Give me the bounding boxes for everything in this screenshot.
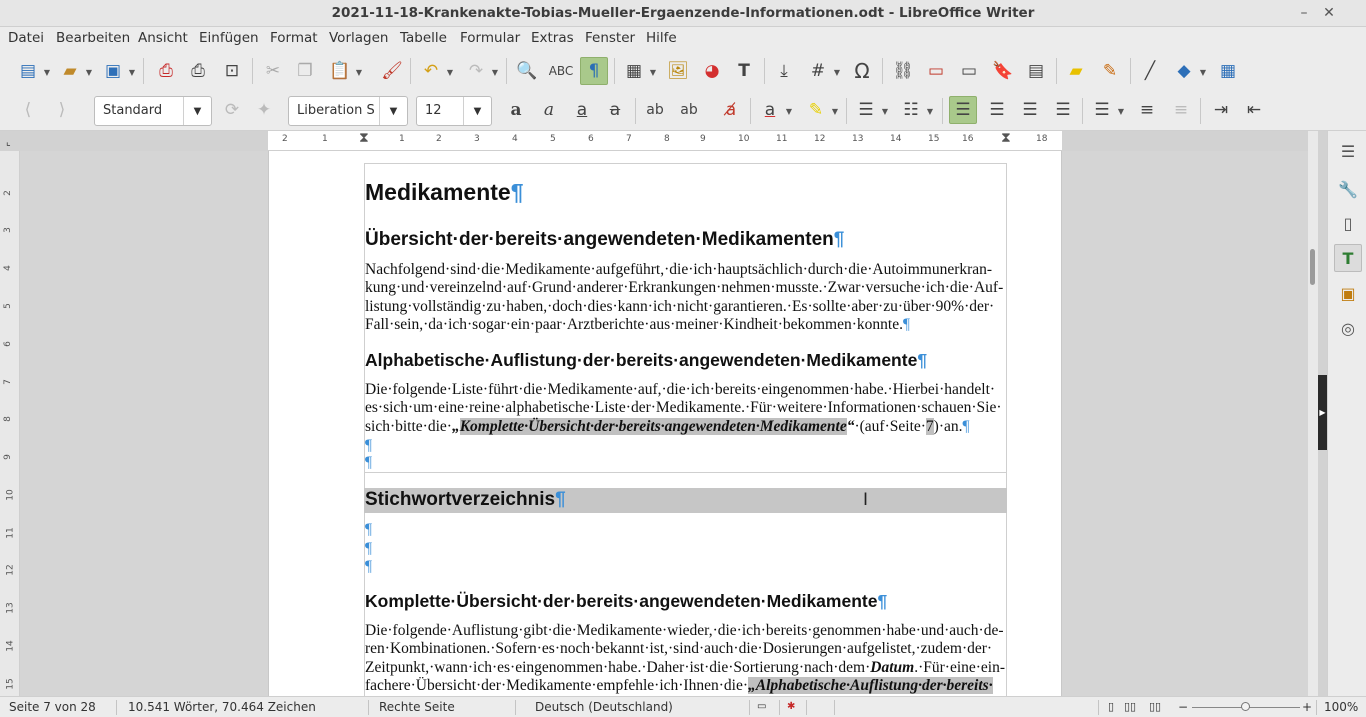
empty-paragraph[interactable]: ¶ [365,454,373,471]
insert-chart-icon[interactable]: ◕ [704,61,720,81]
close-icon[interactable]: ✕ [1323,5,1335,21]
page-icon[interactable]: ▯ [1343,213,1353,233]
section-boundary [364,472,1007,473]
toolbar-separator [252,58,253,84]
find-replace-icon[interactable]: 🔍 [516,61,538,81]
ruler-mark: 5 [550,134,556,144]
single-page-view-icon[interactable]: ▯ [1108,700,1115,713]
toolbar-separator [506,58,507,84]
paragraph-style-value: Standard [103,103,163,118]
status-separator [515,700,516,715]
ruler-mark: 2 [2,190,13,196]
ruler-mark: 1 [399,134,405,144]
zoom-out-icon[interactable]: − [1178,700,1189,714]
toolbar-separator [750,98,751,124]
draw-functions-icon[interactable]: ▦ [1219,61,1237,81]
toolbar-separator [410,58,411,84]
ruler-mark: 11 [776,134,788,144]
styles-icon[interactable]: T [1334,244,1362,272]
toolbar-separator [143,58,144,84]
menu-datei[interactable]: Datei [8,30,45,46]
zoom-in-icon[interactable]: + [1302,700,1313,714]
toolbar-separator [882,58,883,84]
back-icon[interactable]: ⟨ [24,100,32,120]
empty-paragraph[interactable]: ¶ [365,521,373,538]
bullet-list-icon[interactable]: ☰ ▼ [858,100,888,120]
new-style-icon[interactable]: ✦ [256,100,272,120]
font-color-icon[interactable]: a ▼ [764,100,792,120]
sidebar-collapse-handle[interactable] [1318,375,1327,450]
empty-paragraph[interactable]: ¶ [365,558,373,575]
chevron-right-icon: ▶ [1319,408,1326,417]
menu-tabelle[interactable]: Tabelle [400,30,447,46]
status-separator [779,700,780,715]
menu-extras[interactable]: Extras [531,30,574,46]
font-size-value: 12 [425,103,442,118]
ruler-mark: 18 [1036,134,1048,144]
horizontal-ruler[interactable] [268,131,1062,151]
ruler-mark: 6 [588,134,594,144]
multi-page-view-icon[interactable]: ▯▯ [1124,700,1137,713]
empty-paragraph[interactable]: ¶ [365,437,373,454]
track-changes-icon[interactable]: ✎ [1102,61,1118,81]
ruler-mark: 14 [5,640,16,652]
formatting-toolbar [0,91,1366,131]
formatting-marks-icon[interactable]: ¶ [580,57,608,85]
insert-footnote-icon[interactable]: ▭ [927,61,945,81]
page-count[interactable]: Seite 7 von 28 [9,700,96,714]
menu-bearbeiten[interactable]: Bearbeiten [56,30,131,46]
document-page[interactable] [268,151,1062,696]
align-right-icon[interactable]: ☰ [1022,100,1038,120]
page-style[interactable]: Rechte Seite [379,700,455,714]
ruler-mark: 5 [2,303,13,309]
insert-special-character-icon[interactable]: Ω [854,59,870,83]
ruler-mark: 11 [5,527,16,539]
cross-reference-field[interactable]: „Alphabetische·Auflistung·der·bereits· [747,676,993,694]
toolbar-separator [1082,98,1083,124]
update-style-icon[interactable]: ⟳ [224,100,240,120]
menu-hilfe[interactable]: Hilfe [646,30,677,46]
copy-icon[interactable]: ❐ [297,61,313,81]
minimize-icon[interactable]: – [1300,5,1308,21]
ruler-mark: 3 [2,227,13,233]
document-workspace [20,151,1308,696]
bold-icon[interactable]: a [510,100,522,120]
chevron-down-icon[interactable]: ▼ [379,97,407,125]
status-separator [834,700,835,715]
zoom-slider-thumb[interactable] [1241,702,1250,711]
status-separator [749,700,750,715]
toolbar-separator [1130,58,1131,84]
font-name-value: Liberation S [297,103,375,118]
scrollbar-thumb[interactable] [1310,249,1315,285]
ruler-mark: 9 [2,454,13,460]
ruler-mark: 9 [700,134,706,144]
ruler-mark: 7 [2,379,13,385]
save-icon[interactable]: ▣ ▼ [104,61,135,81]
cut-icon[interactable]: ✂ [265,61,281,81]
insert-endnote-icon[interactable]: ▭ [960,61,978,81]
heading-stichwortverzeichnis[interactable]: Stichwortverzeichnis¶ [365,489,566,510]
paragraph-folgende-liste[interactable]: Die·folgende·Liste·führt·die·Medikamente·auf,·die·ich·bereits·eingenommen·habe.·Hierbei·handelt· es·sich·um·eine·reine·alphabetische·Liste·der·Medikamente.·Für·weitere·Informationen·schauen·Sie· sich·bitte·die·„Komplette·Übersicht·der·bereits·angewendeten·Medikamente“·(auf·Seite·7)·an.¶ [365,381,1002,435]
insert-table-icon[interactable]: ▦ ▼ [625,61,656,81]
basic-shapes-icon[interactable]: ◆ ▼ [1177,61,1206,81]
heading-komplette-uebersicht[interactable]: Komplette·Übersicht·der·bereits·angewendeten·Medikamente¶ [365,591,888,611]
standard-toolbar [0,51,1366,91]
status-separator [116,700,117,715]
toolbar-separator [1200,98,1201,124]
increase-indent-icon[interactable]: ⇥ [1213,100,1229,120]
ruler-mark: 3 [474,134,480,144]
ruler-mark: 13 [852,134,864,144]
toolbar-separator [614,58,615,84]
menu-vorlagen[interactable]: Vorlagen [329,30,389,46]
italic-icon[interactable]: a [543,100,555,120]
chevron-down-icon[interactable]: ▼ [183,97,211,125]
insert-hyperlink-icon[interactable]: ⛓ [892,61,914,81]
toolbar-separator [1056,58,1057,84]
text-language[interactable]: Deutsch (Deutschland) [535,700,673,714]
ruler-mark: 2 [282,134,288,144]
clone-formatting-icon[interactable]: 🖌 [381,61,403,81]
document-modified-icon[interactable]: ✱ [787,701,796,712]
redo-icon[interactable]: ↷ ▼ [468,61,498,81]
font-name-combo[interactable] [288,96,408,126]
sidebar-deck [1327,131,1366,696]
decrease-indent-icon[interactable]: ⇤ [1246,100,1262,120]
ruler-mark: 10 [738,134,750,144]
navigator-icon[interactable]: ◎ [1341,318,1355,338]
gallery-icon[interactable]: ▣ [1340,283,1356,303]
word-count[interactable]: 10.541 Wörter, 70.464 Zeichen [128,700,316,714]
page-reference-field[interactable]: 7 [925,417,934,435]
strikethrough-icon[interactable]: a [609,100,621,120]
toolbar-separator [764,58,765,84]
insert-line-icon[interactable]: ╱ [1144,61,1156,81]
undo-icon[interactable]: ↶ ▼ [423,61,453,81]
highlight-color-icon[interactable]: ✎ ▼ [808,100,838,120]
selection-mode-icon[interactable]: ▭ [757,701,767,712]
text-cursor-icon: I [863,490,869,510]
print-preview-icon[interactable]: ⊡ [224,61,240,81]
right-indent-marker-icon[interactable]: ⧗ [1001,130,1011,146]
justify-icon[interactable]: ☰ [1055,100,1071,120]
ruler-mark: 15 [928,134,940,144]
ruler-mark: 13 [5,602,16,614]
ruler-mark: 8 [664,134,670,144]
align-center-icon[interactable]: ☰ [989,100,1005,120]
toolbar-separator [942,98,943,124]
numbered-list-icon[interactable]: ☷ ▼ [903,100,933,120]
menu-format[interactable]: Format [270,30,318,46]
font-size-combo[interactable] [416,96,492,126]
export-pdf-icon[interactable]: ⎙ [159,61,173,81]
ruler-mark: 10 [5,489,16,501]
forward-icon[interactable]: ⟩ [58,100,66,120]
properties-icon[interactable]: 🔧 [1338,179,1358,199]
paragraph-nachfolgend[interactable]: Nachfolgend·sind·die·Medikamente·aufgeführt,·die·ich·hauptsächlich·durch·die·Autoimmunerkran- kung·und·vereinzelnd·auf·Grund·anderer·Erkrankungen·nehmen·musste.·Zwar·versuche·ich·die·Auf- listung·vollständig·zu·haben,·doch·dies·kann·ich·nicht·garantieren.·Es·sollte·aber·zu·über·90%·der· Fall·sein,·da·ich·sogar·ein·paar·Arztberichte·aus·meiner·Kindheit·bekommen·konnte.¶ [365,261,1004,333]
insert-cross-reference-icon[interactable]: ▤ [1027,61,1045,81]
ruler-mark: 12 [814,134,826,144]
ruler-mark: 4 [512,134,518,144]
clear-formatting-icon[interactable]: a̸ [725,100,737,120]
align-left-icon[interactable]: ☰ [949,96,977,124]
toolbar-separator [846,98,847,124]
insert-bookmark-icon[interactable]: 🔖 [992,61,1014,81]
subscript-icon[interactable]: ab [680,102,698,118]
paragraph-style-combo[interactable] [94,96,212,126]
vertical-ruler[interactable] [0,151,20,696]
menu-bar [0,27,1366,51]
heading-alphabetisch[interactable]: Alphabetische·Auflistung·der·bereits·angewendeten·Medikamente¶ [365,350,928,370]
toolbar-separator [635,98,636,124]
menu-fenster[interactable]: Fenster [585,30,636,46]
increase-paragraph-spacing-icon[interactable]: ≡ [1139,100,1155,120]
empty-paragraph[interactable]: ¶ [365,540,373,557]
status-separator [368,700,369,715]
open-folder-icon[interactable]: ▰ ▼ [63,61,92,81]
status-bar [0,696,1366,717]
ruler-mark: 8 [2,416,13,422]
ruler-mark: 14 [890,134,902,144]
ruler-mark: 12 [5,564,16,576]
status-separator [1098,700,1099,715]
menu-ansicht[interactable]: Ansicht [138,30,188,46]
book-view-icon[interactable]: ▯▯ [1149,700,1162,713]
insert-comment-icon[interactable]: ▰ [1069,61,1083,81]
chevron-down-icon[interactable]: ▼ [463,97,491,125]
insert-field-icon[interactable]: # ▼ [810,61,840,81]
superscript-icon[interactable]: ab [646,102,664,118]
menu-formular[interactable]: Formular [460,30,521,46]
insert-page-break-icon[interactable]: ⤓ [780,61,788,81]
window-title: 2021-11-18-Krankenakte-Tobias-Mueller-Ergaenzende-Informationen.odt - LibreOffice Writer [331,5,1035,21]
ruler-mark: 2 [436,134,442,144]
ruler-mark: 15 [5,678,16,690]
underline-icon[interactable]: a [576,100,588,120]
ruler-mark: 4 [2,265,13,271]
ruler-mark: 7 [626,134,632,144]
spelling-icon[interactable]: ABC [548,64,574,78]
vertical-scrollbar[interactable] [1308,131,1318,696]
menu-einfuegen[interactable]: Einfügen [199,30,259,46]
sidebar-menu-icon[interactable]: ☰ [1340,141,1356,161]
paragraph-auflistung[interactable]: Die·folgende·Auflistung·gibt·die·Medikamente·wieder,·die·ich·bereits·genommen·habe·und·auch·de- ren·Kombinationen.·Sofern·es·noch·bekannt·ist,·sind·auch·die·Dosierungen·aufgelistet,·zudem·der· Zeitpunkt,·wann·ich·es·eingenommen·habe.·Daher·ist·die·Sortierung·nach·dem·Datum.·Für·eine·ein- fachere·Übersicht·der·Medikamente·empfehle·ich·Ihnen·die·„Alphabetische·Auflistung·der·bereits· [365,622,1006,694]
ruler-mark: 16 [962,134,974,144]
left-indent-marker-icon[interactable]: ⧗ [359,130,369,146]
ruler-mark: 6 [2,341,13,347]
insert-textbox-icon[interactable]: T [738,61,750,81]
insert-image-icon[interactable]: 🖼 [667,61,689,81]
line-spacing-icon[interactable]: ☰ ▼ [1094,100,1124,120]
title-bar [0,0,1366,27]
heading-medikamente[interactable]: Medikamente¶ [365,179,524,205]
ruler-mark: 1 [322,134,328,144]
new-document-icon[interactable]: ▤ ▼ [19,61,50,81]
cross-reference-field[interactable]: Komplette·Übersicht·der·bereits·angewendeten·Medikamente [459,417,847,435]
decrease-paragraph-spacing-icon[interactable]: ≡ [1173,100,1189,120]
zoom-level[interactable]: 100% [1324,700,1359,714]
print-icon[interactable]: ⎙ [191,61,205,81]
paste-icon[interactable]: 📋 ▼ [329,61,362,81]
heading-uebersicht[interactable]: Übersicht·der·bereits·angewendeten·Medikamenten¶ [365,229,845,250]
status-separator [806,700,807,715]
status-separator [1316,700,1317,715]
tab-stop-type-icon[interactable]: ⌞ [6,137,11,148]
